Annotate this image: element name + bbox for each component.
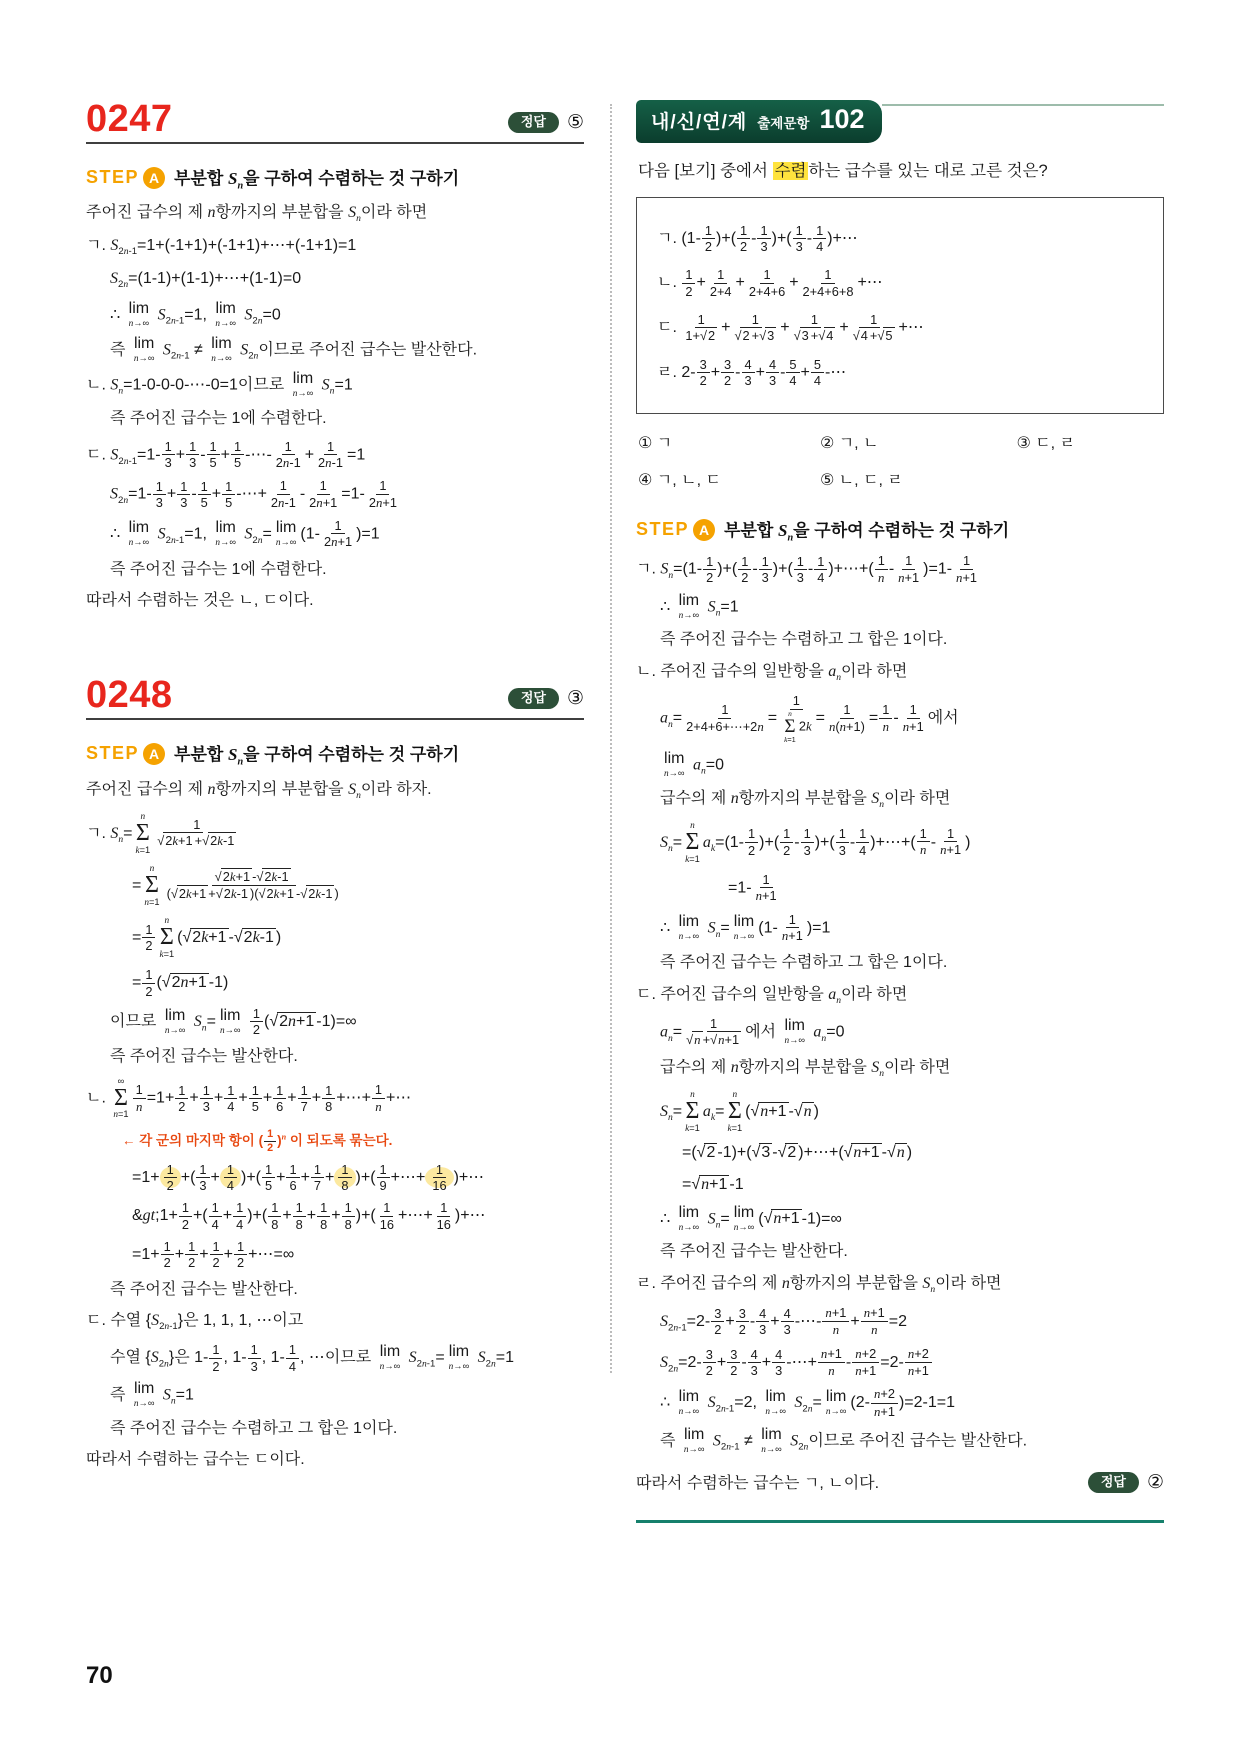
bogi-item: ㄹ. 2- $\frac{3}{2}$ + $\frac{3}{2}$ - $\frac{4}{3}$ + $\frac{4}{3}$ - $\frac{5}{4}$ + $\frac{5}{4}$ -⋯: [657, 356, 847, 388]
step-title: 부분합 $S_n$을 구하여 수렴하는 것 구하기: [724, 520, 1010, 544]
solution-body: [86, 778, 584, 1474]
solution-line: ∴ lim n→∞ $S_n=$ lim n→∞ (√n+1 -1)=∞: [660, 1203, 842, 1233]
solution-line: $S_{2n}=1-$ $\frac{1}{3}$ + $\frac{1}{3}$ - $\frac{1}{5}$ + $\frac{1}{5}$ -⋯+ $\frac{1}{2n-1}$ - $\frac{1}{2n+1}$ =1- $\frac{1}{2n+1}$: [110, 478, 397, 511]
conclusion-text: 따라서 수렴하는 급수는 ㄱ, ㄴ이다.: [636, 1475, 880, 1493]
linked-title: 내/신/연/계: [651, 112, 748, 133]
step-label: STEP: [86, 167, 140, 188]
solution-line: 즉 주어진 급수는 발산한다.: [110, 1047, 298, 1065]
solution-line: ㄱ. $S_{2n-1}=1+(-1+1)+(-1+1)+\cdots+(-1+1)=1$: [86, 237, 357, 258]
solution-line: ㄱ. $S_n=(1-$ $\frac{1}{2}$ )+( $\frac{1}{2}$ - $\frac{1}{3}$ )+( $\frac{1}{3}$ - $\frac{1}{4}$ )+⋯+( $\frac{1}{n}$ - $\frac{1}{n+1}$ )=1- $\frac{1}{n+1}$: [636, 553, 978, 586]
solution-line: ㄷ. $S_{2n-1}=1-$ $\frac{1}{3}$ + $\frac{1}{3}$ - $\frac{1}{5}$ + $\frac{1}{5}$ -⋯- $\frac{1}{2n-1}$ + $\frac{1}{2n-1}$ =1: [86, 438, 366, 471]
step-a-icon: A: [143, 167, 165, 189]
problem-0248-header: [86, 676, 584, 720]
solution-line: =√n+1 -1: [682, 1175, 744, 1193]
bogi-box: [636, 197, 1164, 415]
page-number: 70: [86, 1662, 113, 1689]
section-end-rule: [636, 1520, 1164, 1523]
linked-problem-number: 102: [819, 104, 865, 134]
solution-line: 즉 lim n→∞ $S_{2n-1}$ ≠ lim n→∞ $S_{2n}$이므로 주어진 급수는 발산한다.: [110, 334, 478, 364]
answer-choice: ②: [1146, 1472, 1164, 1494]
solution-line: 즉 주어진 급수는 수렴하고 그 합은 1이다.: [110, 1419, 398, 1437]
solution-line: ㄴ. ∞ Σ n=1 $\frac{1}{n}$ =1+ $\frac{1}{2}$ + $\frac{1}{3}$ + $\frac{1}{4}$ + $\frac{1}{5}$ + $\frac{1}{6}$ + $\frac{1}{7}$ + $\frac{1}{8}$ +⋯+ $\frac{1}{n}$ +⋯: [86, 1076, 412, 1121]
question-text: 다음 [보기] 중에서 수렴 하는 급수를 있는 대로 고른 것은?: [638, 162, 1048, 180]
solution-line: = $\frac{1}{2}$ (√2n+1 -1): [132, 967, 229, 999]
step-header: [86, 164, 584, 191]
solution-line: 수열 $\{S_{2n}\}$은 1- $\frac{1}{2}$ , 1- $\frac{1}{3}$ , 1- $\frac{1}{4}$ , ⋯이므로 lim n→∞ $S_{2n-1}=$ lim n→∞ $S_{2n}=1$: [110, 1342, 515, 1374]
answer-badge: 정답: [508, 112, 559, 133]
solution-line: &gt;1+ $\frac{1}{2}$ +( $\frac{1}{4}$ + $\frac{1}{4}$ )+( $\frac{1}{8}$ + $\frac{1}{8}$ + $\frac{1}{8}$ + $\frac{1}{8}$ )+( $\frac{1}{16}$ +⋯+ $\frac{1}{16}$ )+⋯: [132, 1200, 486, 1232]
header-rule: [882, 104, 1165, 106]
solution-line: ∴ lim n→∞ $S_{2n-1}=1$, lim n→∞ $S_{2n}=$ lim n→∞ (1- $\frac{1}{2n+1}$ )=1: [110, 517, 380, 550]
choice-item: ④ ㄱ, ㄴ, ㄷ: [638, 472, 721, 490]
right-column: [636, 100, 1164, 1523]
problem-0247-header: [86, 100, 584, 144]
bogi-item: ㄱ. (1- $\frac{1}{2}$ )+( $\frac{1}{2}$ - $\frac{1}{3}$ )+( $\frac{1}{3}$ - $\frac{1}{4}$ )+⋯: [657, 222, 858, 254]
step-label: STEP: [86, 743, 140, 764]
solution-body: [86, 201, 584, 614]
linked-problem-badge: [636, 100, 882, 143]
problem-0248-solution: [86, 676, 584, 1473]
answer-badge: 정답: [508, 688, 559, 709]
solution-line: $a_n=$ $\frac{1}{2+4+6+\cdots+2n}$ = 1 n Σ k=1 2k = $\frac{1}{n(n+1)}$ = $\frac{1}{n}$ - $\frac{1}{n+1}$ 에서: [660, 693, 959, 744]
step-label: STEP: [636, 519, 690, 540]
linked-subtitle: 출제문항: [757, 116, 810, 131]
choice-item: ② ㄱ, ㄴ: [819, 435, 879, 453]
solution-line: $S_{2n}=2-$ $\frac{3}{2}$ + $\frac{3}{2}$ - $\frac{4}{3}$ + $\frac{4}{3}$ -⋯+ $\frac{n+1}{n}$ - $\frac{n+2}{n+1}$ =2- $\frac{n+2}{n+1}$: [636, 1346, 1164, 1380]
solution-body: [636, 553, 1164, 1455]
answer-choice: ⑤: [566, 112, 584, 133]
solution-line: ㄹ. 주어진 급수의 제 n항까지의 부분합을 $S_n$이라 하면: [636, 1274, 1002, 1295]
choice-item: ⑤ ㄴ, ㄷ, ㄹ: [819, 472, 903, 490]
solution-line: =1+ $\frac{1}{2}$ +( $\frac{1}{3}$ + $\frac{1}{4}$ )+( $\frac{1}{5}$ + $\frac{1}{6}$ + $\frac{1}{7}$ + $\frac{1}{8}$ )+( $\frac{1}{9}$ +⋯+ $\frac{1}{16}$ )+⋯: [132, 1161, 485, 1193]
solution-line: ㄱ. $S_n=$ n Σ k=1 $\frac{1}{√2k+1 +√2k-1}$: [86, 811, 235, 856]
solution-line: 따라서 수렴하는 것은 ㄴ, ㄷ이다.: [86, 592, 314, 610]
solution-line: 주어진 급수의 제 n항까지의 부분합을 $S_n$이라 하면: [86, 204, 428, 225]
solution-line: 즉 lim n→∞ $S_{2n-1}$ ≠ lim n→∞ $S_{2n}$이므로 주어진 급수는 발산한다.: [660, 1425, 1028, 1455]
solution-line: $a_n=$ $\frac{1}{√n +√n+1}$ 에서 lim n→∞ $a_n=0$: [660, 1016, 845, 1048]
solution-line: ㄴ. $S_n=1-0-0-0-\cdots-0=1$이므로 lim n→∞ $S_n=1$: [86, 370, 353, 400]
answer-choices: [638, 430, 1162, 496]
problem-number: 0247: [86, 98, 173, 140]
solution-line: $S_n=$ n Σ k=1 $a_k=$ n Σ k=1 (√n+1 -√n ): [660, 1089, 819, 1134]
solution-line: 급수의 제 n항까지의 부분합을 $S_n$이라 하면: [660, 1058, 951, 1079]
choice-item: ① ㄱ: [638, 435, 673, 453]
solution-line: $S_{2n}=(1-1)+(1-1)+\cdots+(1-1)=0$: [110, 270, 302, 291]
solution-line: = $\frac{1}{2}$ n Σ k=1 (√2k+1 -√2k-1 ): [132, 916, 282, 961]
solution-line: 따라서 수렴하는 급수는 ㄷ이다.: [86, 1451, 305, 1469]
solution-line: 주어진 급수의 제 n항까지의 부분합을 $S_n$이라 하자.: [86, 780, 432, 801]
solution-line: 즉 주어진 급수는 1에 수렴한다.: [110, 409, 327, 427]
solution-line: ㄷ. 주어진 급수의 일반항을 $a_n$이라 하면: [636, 985, 908, 1007]
step-a-icon: A: [693, 519, 715, 541]
answer-indicator: [508, 111, 584, 134]
solution-line: ← 각 군의 마지막 항이 ( $\frac{1}{2}$ )$^n$ 이 되도록 묶는다.: [122, 1127, 393, 1154]
step-title: 부분합 $S_n$을 구하여 수렴하는 것 구하기: [174, 745, 460, 768]
solution-line: ㄴ. 주어진 급수의 일반항을 $a_n$이라 하면: [636, 663, 908, 684]
solution-line: ∴ lim n→∞ $S_n=1$: [660, 591, 739, 621]
solution-line: ∴ lim n→∞ $S_n=$ lim n→∞ (1- $\frac{1}{n+1}$ )=1: [660, 911, 831, 943]
solution-line: 급수의 제 n항까지의 부분합을 $S_n$이라 하면: [660, 789, 951, 810]
solution-line: $S_{2n-1}=2-$ $\frac{3}{2}$ + $\frac{3}{2}$ - $\frac{4}{3}$ + $\frac{4}{3}$ -⋯- $\frac{n+1}{n}$ + $\frac{n+1}{n}$ =2: [660, 1304, 908, 1338]
solution-line: = n Σ n=1 $\frac{√2k+1 -√2k-1}{(√2k+1 +√2k-1 )(√2k+1 -√2k-1 )}$: [132, 863, 339, 908]
solution-line: 즉 lim n→∞ $S_n=1$: [110, 1380, 194, 1410]
solution-line: ㄷ. 수열 $\{S_{2n-1}\}$은 1, 1, 1, ⋯이고: [86, 1312, 304, 1333]
solution-line: $S_n=$ n Σ k=1 $a_k=(1-$ $\frac{1}{2}$ )+( $\frac{1}{2}$ - $\frac{1}{3}$ )+( $\frac{1}{3}$ - $\frac{1}{4}$ )+⋯+( $\frac{1}{n}$ - $\frac{1}{n+1}$ ): [660, 820, 971, 865]
solution-line: 즉 주어진 급수는 수렴하고 그 합은 1이다.: [660, 954, 948, 972]
linked-problem-header: [636, 100, 1164, 143]
bogi-item: ㄷ. $\frac{1}{1+√2}$ + $\frac{1}{√2 +√3}$ + $\frac{1}{√3 +√4}$ + $\frac{1}{√4 +√5}$ +⋯: [657, 311, 924, 344]
column-divider: [610, 104, 612, 1373]
problem-number: 0248: [86, 674, 173, 717]
step-title: 부분합 $S_n$을 구하여 수렴하는 것 구하기: [174, 169, 460, 192]
answer-indicator: [1088, 1471, 1164, 1494]
step-a-icon: A: [143, 743, 165, 765]
conclusion-row: [636, 1465, 1164, 1504]
answer-badge: 정답: [1088, 1472, 1139, 1493]
choice-item: ③ ㄷ, ㄹ: [1016, 435, 1076, 453]
solution-line: 즉 주어진 급수는 발산한다.: [110, 1280, 298, 1298]
solution-line: =1- $\frac{1}{n+1}$: [728, 871, 777, 904]
solution-line: 즉 주어진 급수는 발산한다.: [660, 1242, 848, 1260]
step-header: [636, 516, 1164, 543]
solution-line: ∴ lim n→∞ $S_{2n-1}=2$, lim n→∞ $S_{2n}=$ lim n→∞ (2- $\frac{n+2}{n+1}$ )=2-1=1: [660, 1386, 955, 1419]
solution-line: =(√2 -1)+(√3 -√2 )+⋯+(√n+1 -√n ): [682, 1143, 913, 1161]
answer-choice: ③: [566, 688, 584, 710]
answer-indicator: [508, 687, 584, 710]
solution-line: =1+ $\frac{1}{2}$ + $\frac{1}{2}$ + $\frac{1}{2}$ + $\frac{1}{2}$ +⋯=∞: [132, 1238, 295, 1271]
left-column: [86, 100, 584, 1523]
bogi-item: ㄴ. $\frac{1}{2}$ + $\frac{1}{2+4}$ + $\frac{1}{2+4+6}$ + $\frac{1}{2+4+6+8}$ +⋯: [657, 267, 883, 299]
solution-line: lim n→∞ $a_n=0$: [664, 750, 725, 780]
solution-line: 즉 주어진 급수는 수렴하고 그 합은 1이다.: [660, 631, 948, 649]
solution-line: ∴ lim n→∞ $S_{2n-1}=1$, lim n→∞ $S_{2n}=0$: [110, 299, 281, 329]
solution-line: 이므로 lim n→∞ $S_n=$ lim n→∞ $\frac{1}{2}$ (√2n+1 -1)=∞: [110, 1005, 357, 1038]
problem-0247-solution: [86, 100, 584, 614]
step-header: [86, 740, 584, 767]
solution-line: 즉 주어진 급수는 1에 수렴한다.: [110, 560, 327, 578]
linked-problem-102: [636, 100, 1164, 1523]
